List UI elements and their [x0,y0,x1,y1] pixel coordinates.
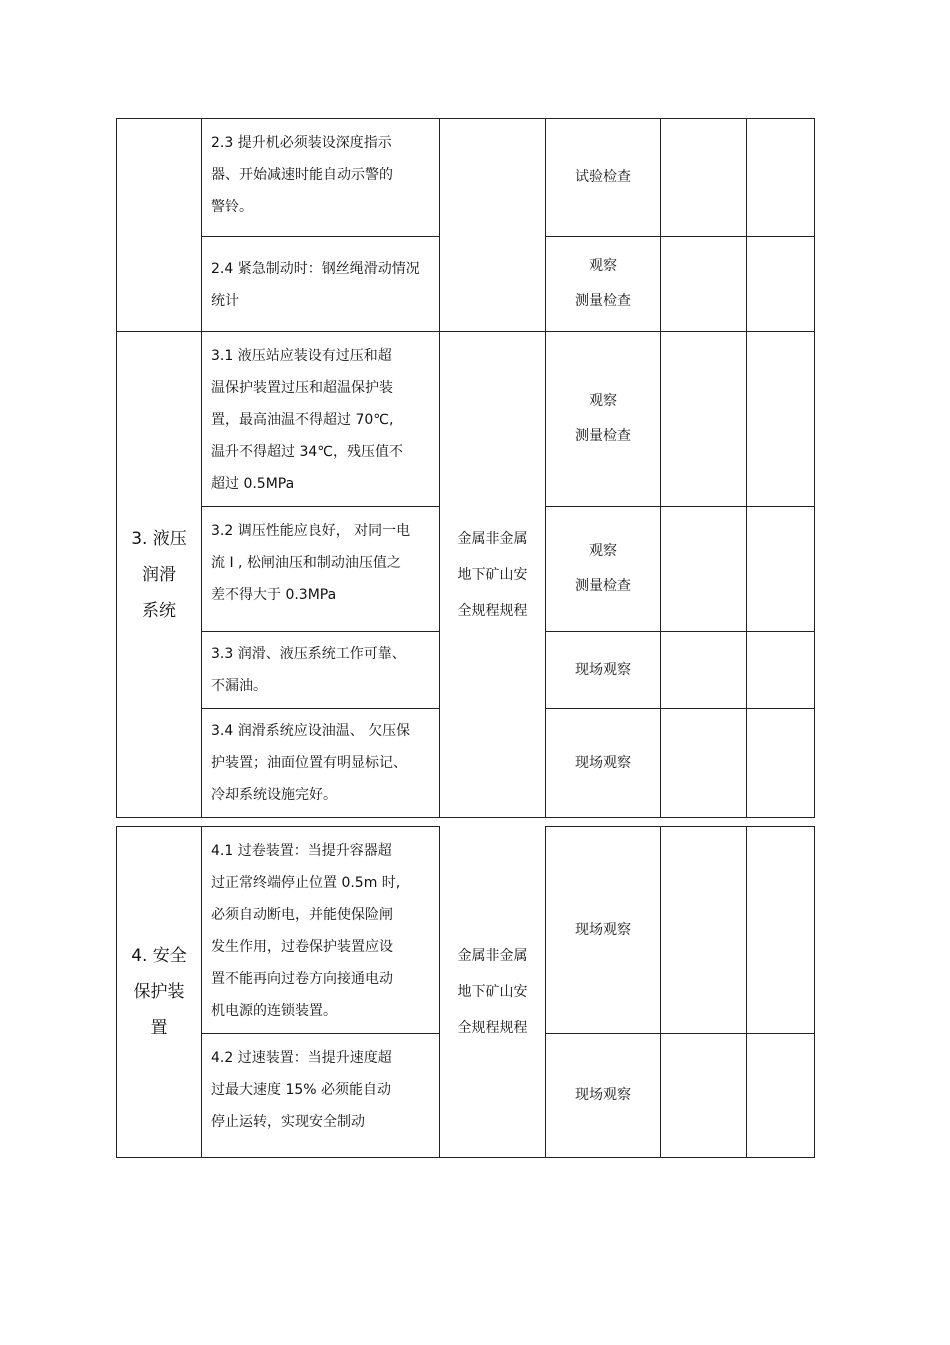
item-line: 过最大速度 15% 必须能自动 [211,1082,392,1098]
table-row [117,827,815,1034]
basis-line: 金属非金属 [457,947,528,964]
remark-cell [747,709,815,818]
result-cell [661,119,747,237]
item-line: 3.4 润滑系统应设油温、 欠压保 [211,723,411,739]
item-line: 差不得大于 0.3MPa [211,587,337,603]
method-cell [546,237,661,332]
item-cell [202,709,440,818]
item-line: 过正常终端停止位置 0.5m 时, [211,875,401,891]
item-line: 流 I , 松闸油压和制动油压值之 [211,555,401,571]
category-cell-4 [117,827,202,1158]
basis-cell [440,119,546,332]
result-cell [661,632,747,709]
basis-line: 地下矿山安 [457,983,528,1000]
method-line: 观察 [589,393,617,409]
category-line: 置 [150,1018,168,1038]
item-line: 4.1 过卷装置：当提升容器超 [211,843,392,859]
method-cell [546,709,661,818]
item-line: 置，最高油温不得超过 70℃, [211,412,394,428]
method-line: 测量检查 [575,578,631,594]
remark-cell [747,827,815,1034]
item-line: 护装置；油面位置有明显标记、 [211,755,407,771]
item-line: 3.1 液压站应装设有过压和超 [211,348,392,364]
item-line: 发生作用，过卷保护装置应设 [211,939,393,955]
item-cell [202,632,440,709]
item-line: 2.3 提升机必须装设深度指示 [211,135,392,151]
method-line: 观察 [589,258,617,274]
method-line: 试验检查 [575,169,631,185]
table-row [117,332,815,507]
basis-cell [440,332,546,818]
result-cell [661,709,747,818]
item-line: 警铃。 [211,199,253,215]
method-line: 现场观察 [575,754,631,771]
category-line: 3. 液压 [131,528,187,549]
method-cell [546,119,661,237]
item-line: 超过 0.5MPa [211,476,295,492]
method-cell [546,507,661,632]
method-line: 现场观察 [575,1087,631,1103]
item-line: 不漏油。 [211,678,267,694]
method-line: 现场观察 [575,661,631,678]
method-cell [546,332,661,507]
basis-line: 金属非金属 [457,530,528,547]
item-cell [202,507,440,632]
result-cell [661,827,747,1034]
basis-line: 全规程规程 [457,1019,528,1036]
item-cell [202,119,440,237]
item-cell [202,237,440,332]
method-line: 测量检查 [575,293,631,309]
basis-cell [440,827,546,1158]
item-line: 停止运转，实现安全制动 [211,1114,365,1130]
method-cell [546,1034,661,1158]
item-cell [202,1034,440,1158]
remark-cell [747,1034,815,1158]
inspection-table-1 [116,118,815,818]
result-cell [661,237,747,332]
item-line: 温升不得超过 34℃，残压值不 [211,444,403,460]
remark-cell [747,507,815,632]
method-line: 观察 [589,543,617,559]
item-cell [202,827,440,1034]
category-line: 润滑 [142,564,176,585]
remark-cell [747,632,815,709]
item-cell [202,332,440,507]
item-line: 机电源的连锁装置。 [211,1003,337,1019]
category-line: 4. 安全 [131,946,187,966]
category-line: 系统 [142,600,176,621]
item-line: 3.3 润滑、液压系统工作可靠、 [211,646,406,662]
item-line: 器、开始减速时能自动示警的 [211,167,393,183]
item-line: 必须自动断电，并能使保险闸 [211,907,393,923]
basis-line: 全规程规程 [457,602,528,619]
item-line: 统计 [211,293,239,309]
category-line: 保护装 [133,982,185,1002]
item-line: 冷却系统设施完好。 [211,787,337,803]
remark-cell [747,237,815,332]
item-line: 置不能再向过卷方向接通电动 [211,971,393,987]
table-row [117,119,815,237]
item-line: 温保护装置过压和超温保护装 [211,380,393,396]
remark-cell [747,119,815,237]
category-cell-3 [117,332,202,818]
method-cell [546,632,661,709]
category-cell-2 [117,119,202,332]
method-cell [546,827,661,1034]
method-line: 测量检查 [575,428,631,444]
remark-cell [747,332,815,507]
item-line: 4.2 过速装置：当提升速度超 [211,1050,392,1066]
item-line: 3.2 调压性能应良好， 对同一电 [211,523,411,539]
inspection-table-2 [116,826,815,1158]
result-cell [661,507,747,632]
item-line: 2.4 紧急制动时：钢丝绳滑动情况 [211,261,420,277]
result-cell [661,332,747,507]
basis-line: 地下矿山安 [457,566,528,583]
method-line: 现场观察 [575,921,631,938]
result-cell [661,1034,747,1158]
